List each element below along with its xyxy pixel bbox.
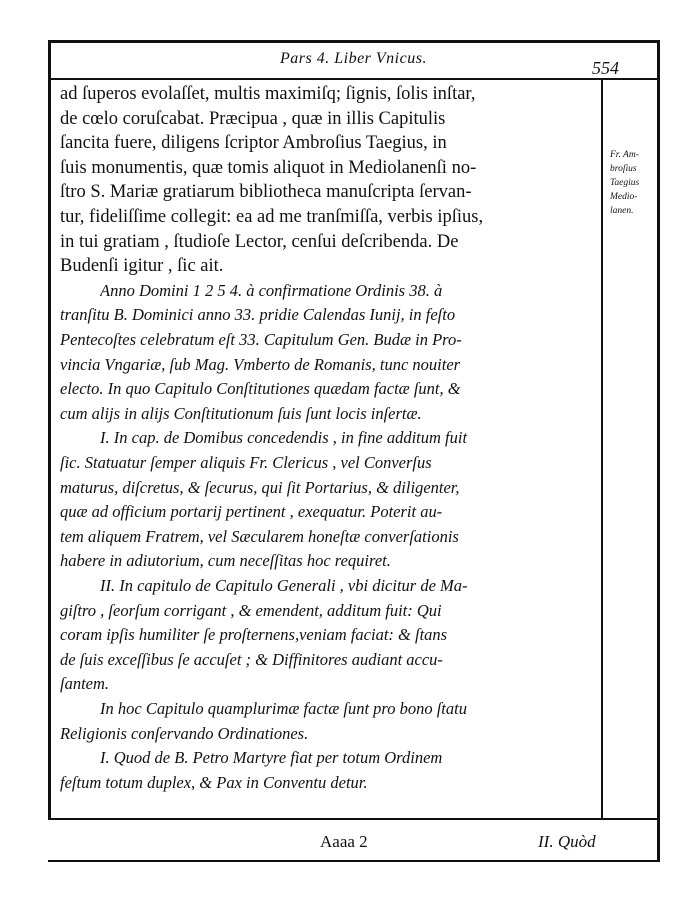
- text-line: vincia Vngariæ, ſub Mag. Vmberto de Romanis, tunc nouiter: [60, 354, 461, 374]
- margin-rule: [601, 80, 603, 820]
- text-line: maturus, diſcretus, & ſecurus, qui ſit Portarius, & diligenter,: [60, 477, 460, 497]
- catchword: II. Quòd: [538, 832, 596, 851]
- margin-note-line: broſius: [610, 164, 637, 174]
- text-line: tur, fideliſſime collegit: ea ad me tranſmiſſa, verbis ipſius,: [60, 207, 484, 227]
- text-line: tem aliquem Fratrem, vel Sæcularem honeſtæ converſationis: [60, 526, 459, 546]
- margin-note-line: Medio-: [610, 192, 638, 202]
- text-line: de ſuis exceſſibus ſe accuſet ; & Diffinitores audiant accu-: [60, 649, 443, 669]
- text-line: quæ ad officium portarij pertinent , exequatur. Poterit au-: [60, 502, 443, 522]
- text-line: electo. In quo Capitulo Conſtitutiones quædam factæ ſunt, &: [60, 379, 461, 399]
- margin-note-line: Taegius: [610, 178, 640, 188]
- margin-note-line: Fr. Am-: [610, 150, 639, 160]
- text-line: ſic. Statuatur ſemper aliquis Fr. Clericus , vel Converſus: [60, 453, 432, 472]
- text-line: ſancita fuere, diligens ſcriptor Ambroſius Taegius, in: [60, 133, 447, 154]
- text-line: giſtro , ſeorſum corrigant , & emendent, additum fuit: Qui: [60, 600, 442, 620]
- text-line: I. Quod de B. Petro Martyre fiat per totum Ordinem: [100, 748, 443, 768]
- page-number: 554: [592, 58, 619, 78]
- running-head: Pars 4. Liber Vnicus.: [280, 50, 427, 67]
- text-line: in tui gratiam , ſtudioſe Lector, cenſui deſcribenda. De: [60, 231, 459, 252]
- text-line: Pentecoſtes celebratum eſt 33. Capitulum Gen. Budæ in Pro-: [60, 330, 462, 349]
- text-line: In hoc Capitulo quamplurimæ factæ ſunt pro bono ſtatu: [100, 699, 467, 718]
- text-line: ſantem.: [60, 674, 110, 694]
- text-line: Anno Domini 1 2 5 4. à confirmatione Ordinis 38. à: [100, 280, 443, 300]
- text-line: ſtro S. Mariæ gratiarum bibliotheca manuſcripta ſervan-: [60, 182, 472, 203]
- text-line: ad ſuperos evolaſſet, multis maximiſq; ſignis, ſolis inſtar,: [60, 84, 476, 104]
- footer-rule-upper: [48, 818, 660, 820]
- text-line: Budenſi igitur , ſic ait.: [60, 256, 224, 277]
- text-line: de cœlo coruſcabat. Præcipua , quæ in illis Capitulis: [60, 108, 446, 129]
- text-line: I. In cap. de Domibus concedendis , in fine additum fuit: [100, 428, 468, 448]
- margin-note: [610, 148, 670, 218]
- text-line: tranſitu B. Dominici anno 33. pridie Calendas Iunij, in feſto: [60, 305, 456, 325]
- text-line: II. In capitulo de Capitulo Generali , vbi dicitur de Ma-: [100, 576, 468, 595]
- text-line: cum alijs in alijs Conſtitutionum ſuis ſunt locis inſertæ.: [60, 403, 422, 423]
- text-line: Religionis conſervando Ordinationes.: [60, 723, 309, 743]
- text-line: coram ipſis humiliter ſe proſternens,veniam faciat: & ſtans: [60, 625, 448, 645]
- footer-rule-lower: [48, 860, 660, 862]
- text-line: ſuis monumentis, quæ tomis aliquot in Mediolanenſi no-: [60, 157, 477, 178]
- left-rule: [48, 40, 51, 820]
- signature-mark: Aaaa 2: [320, 832, 368, 851]
- margin-note-line: lanen.: [610, 206, 634, 216]
- top-rule: [48, 40, 660, 43]
- text-line: feſtum totum duplex, & Pax in Conventu detur.: [60, 772, 368, 792]
- header-rule: [48, 78, 660, 80]
- text-line: habere in adiutorium, cum neceſſitas hoc requiret.: [60, 551, 391, 571]
